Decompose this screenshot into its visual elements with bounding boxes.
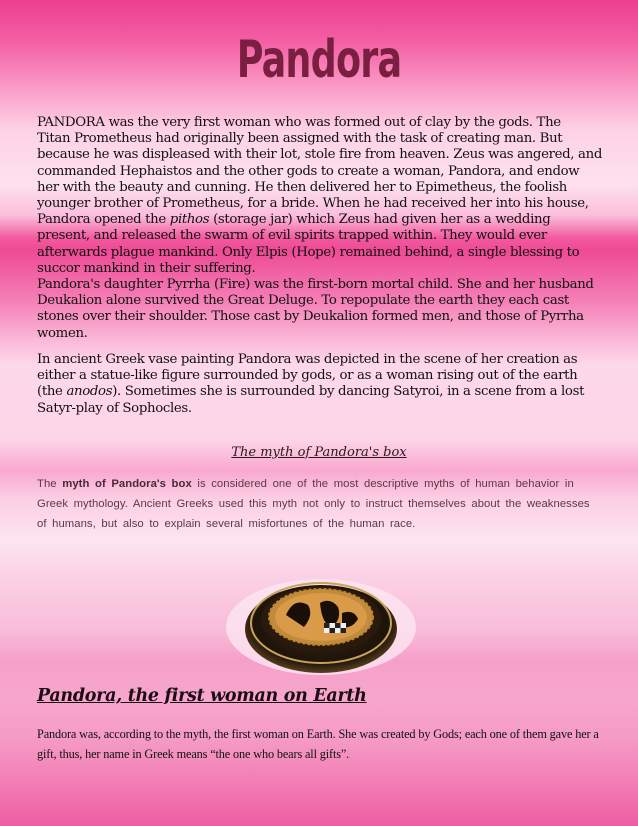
text-line: because he was displeased with their lot, stole fire from heaven. Zeus was angered, and (37, 147, 602, 163)
text-fragment: (the (37, 384, 67, 400)
text-fragment: ). Sometimes she is surrounded by dancing Satyroi, in a scene from a lost (112, 384, 585, 400)
text-line: afterwards plague mankind. Only Elpis (Hope) remained behind, a single blessing to (37, 244, 580, 260)
first-woman-paragraph: Pandora was, according to the myth, the first woman on Earth. She was created by Gods; each one of them gave her a gift, thus, her name in Greek means “the one who bears all gifts”. (37, 727, 599, 761)
myth-paragraph (37, 474, 603, 534)
text-line: Deukalion alone survived the Great Deluge. To repopulate the earth they each cast (37, 293, 569, 309)
text-line: commanded Hephaistos and the other gods to create a woman, Pandora, and endow (37, 163, 580, 179)
vase-painting-paragraph (37, 352, 603, 417)
anodos-term: anodos (66, 384, 113, 400)
text-line (37, 384, 603, 400)
text-line (37, 212, 603, 228)
pandora-box-image (224, 557, 418, 677)
text-line: present, and released the swarm of evil spirits trapped within. They would ever (37, 228, 547, 244)
text-line: Titan Prometheus had originally been assigned with the task of creating man. But (37, 131, 563, 147)
text-line: PANDORA was the very first woman who was formed out of clay by the gods. The (37, 115, 561, 130)
text-line: stones over their shoulder. Those cast by Deukalion formed men, and those of Pyrrha (37, 309, 584, 325)
page-title: Pandora (236, 30, 402, 90)
pithos-term: pithos (169, 212, 210, 228)
section-heading: Pandora, the first woman on Earth (37, 686, 367, 706)
text-line: either a statue-like figure surrounded by gods, or as a woman rising out of the earth (37, 368, 578, 384)
text-line: her with the beauty and cunning. He then delivered her to Epimetheus, the foolish (37, 179, 568, 195)
text-line: In ancient Greek vase painting Pandora was depicted in the scene of her creation as (37, 352, 578, 367)
text-line: younger brother of Prometheus, for a bride. When he had received her into his house, (37, 196, 589, 212)
intro-paragraph (37, 115, 603, 342)
section-subheading: The myth of Pandora's box (231, 445, 407, 460)
text-fragment: Pandora opened the (37, 212, 170, 228)
text-line: succor mankind in their suffering. (37, 260, 256, 276)
text-fragment: The (37, 478, 63, 490)
bold-phrase: myth of Pandora's box (62, 478, 192, 490)
text-line: Pandora's daughter Pyrrha (Fire) was the first-born mortal child. She and her husband (37, 277, 594, 293)
text-line: women. (37, 325, 88, 341)
text-fragment: is considered one of the most descriptive myths of human behavior in Greek mythology. Ancient Greeks used this myth not only to instruct themselves about the weaknesses of humans, but also to explain several misfortunes of the human race. (37, 478, 590, 530)
text-fragment: (storage jar) which Zeus had given her as a wedding (209, 212, 551, 228)
text-line: Satyr-play of Sophocles. (37, 400, 192, 416)
